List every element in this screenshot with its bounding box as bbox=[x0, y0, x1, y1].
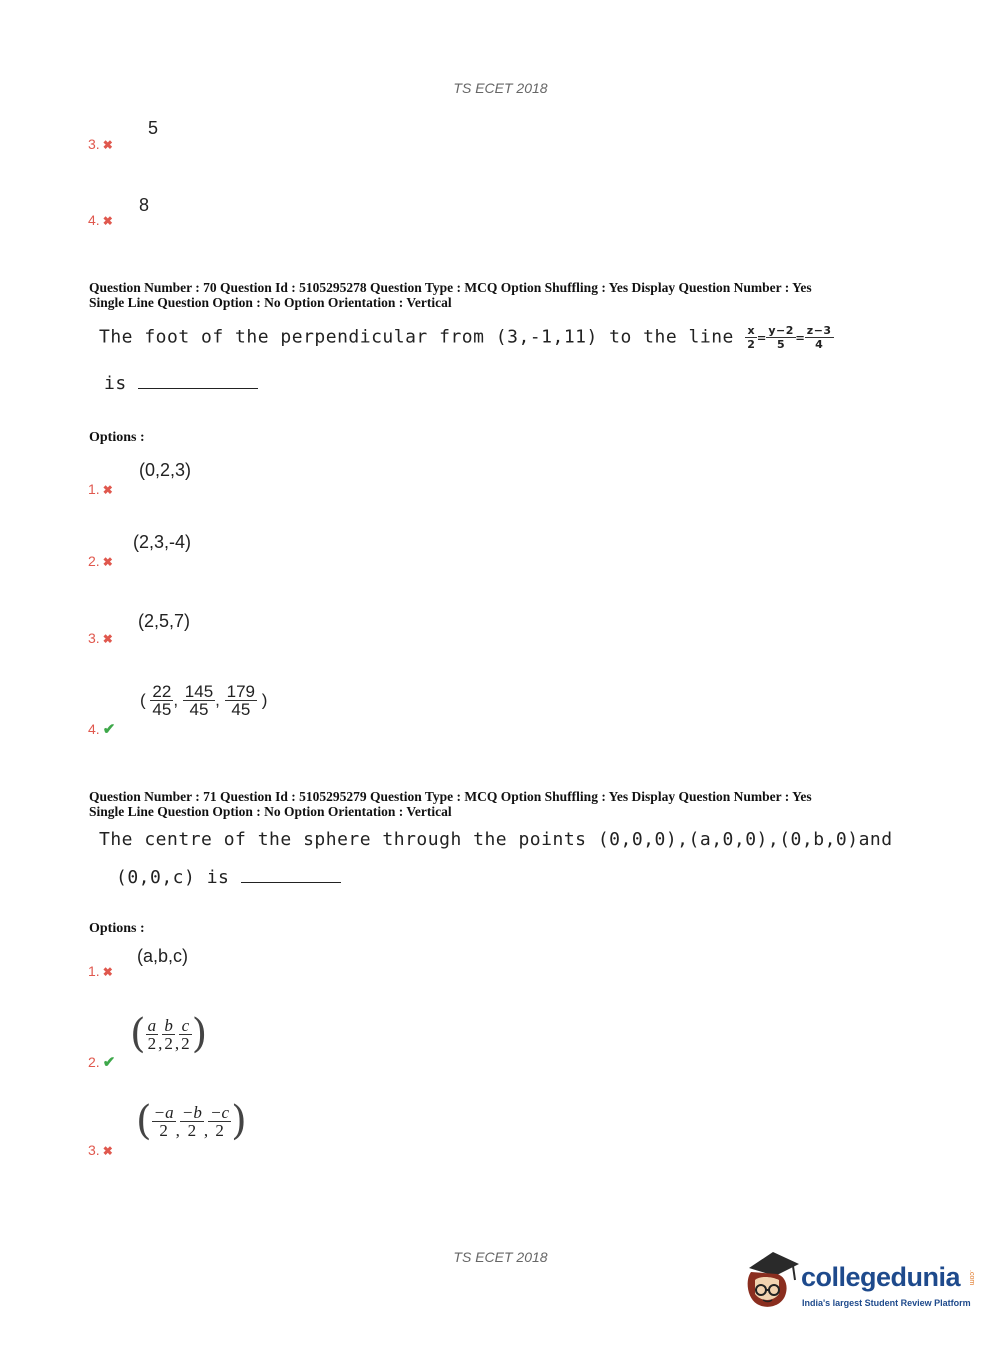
q70-option-1-text: (0,2,3) bbox=[139, 460, 192, 480]
cross-icon: ✖ bbox=[102, 214, 113, 228]
q70-eq-sign: = bbox=[795, 330, 805, 347]
option-number: 3. bbox=[88, 630, 100, 646]
cross-icon: ✖ bbox=[102, 138, 113, 152]
q70-text-part2: is bbox=[104, 373, 127, 394]
cross-icon: ✖ bbox=[102, 632, 113, 646]
cross-icon: ✖ bbox=[102, 1144, 113, 1158]
frac-1: $\frac{-a}{2}$ bbox=[153, 1102, 174, 1140]
q71-question-text-line2 bbox=[116, 866, 341, 888]
option-number: 1. bbox=[88, 963, 100, 979]
cross-icon: ✖ bbox=[102, 555, 113, 569]
frac-2: $\frac{b}{2}$ bbox=[164, 1015, 173, 1053]
q70-meta-line1: Question Number : 70 Question Id : 5105295278 Question Type : MCQ Option Shuffling : Yes Display Question Number : Yes bbox=[89, 280, 812, 295]
frac-3: $\frac{-c}{2}$ bbox=[210, 1102, 230, 1140]
cross-icon: ✖ bbox=[102, 965, 113, 979]
logo-name: collegedunia bbox=[801, 1262, 961, 1292]
frac-2: $\frac{-b}{2}$ bbox=[181, 1102, 202, 1140]
q71-option-2-math: ( $\frac{a}{2}$ , $\frac{b}{2}$ , $\frac{c}{2}$ ) bbox=[130, 1011, 208, 1057]
frac-1: $\frac{a}{2}$ bbox=[147, 1015, 157, 1053]
frac-3: $\frac{179}{45}$ bbox=[226, 682, 256, 719]
q70-option-4 bbox=[88, 720, 115, 739]
prev-option-4-text: 8 bbox=[139, 195, 150, 215]
q71-text-line2: (0,0,c) is bbox=[116, 867, 230, 888]
q70-meta-line2: Single Line Question Option : No Option Orientation : Vertical bbox=[89, 295, 452, 310]
option-number: 3. bbox=[88, 1142, 100, 1158]
page-header: TS ECET 2018 bbox=[453, 80, 548, 96]
q70-eq-frac-1: $\frac{x}{2}$ bbox=[747, 324, 756, 351]
q70-option-3 bbox=[88, 630, 113, 648]
collegedunia-logo bbox=[741, 1250, 981, 1320]
frac-2: $\frac{145}{45}$ bbox=[184, 682, 214, 719]
answer-blank bbox=[138, 372, 258, 389]
option-number: 3. bbox=[88, 136, 100, 152]
q71-option-1-text: (a,b,c) bbox=[137, 946, 189, 966]
prev-option-3-text: 5 bbox=[148, 118, 159, 138]
q70-option-1 bbox=[88, 481, 113, 499]
q71-option-2 bbox=[88, 1053, 115, 1072]
q70-text-part1: The foot of the perpendicular from (3,-1,11) to the line bbox=[99, 326, 734, 348]
q71-meta bbox=[89, 789, 969, 819]
prev-option-4 bbox=[88, 212, 113, 230]
q71-option-3-math: ( $\frac{-a}{2}$ , $\frac{-b}{2}$ , $\frac{-c}{2}$ ) bbox=[136, 1098, 247, 1144]
option-number: 1. bbox=[88, 481, 100, 497]
check-icon: ✔ bbox=[102, 722, 116, 738]
frac-3: $\frac{c}{2}$ bbox=[181, 1015, 190, 1053]
answer-blank bbox=[241, 866, 341, 883]
logo-tagline: India's largest Student Review Platform bbox=[802, 1298, 971, 1308]
q70-eq-frac-3: $\frac{z-3}{4}$ bbox=[806, 324, 832, 351]
q71-meta-line2: Single Line Question Option : No Option Orientation : Vertical bbox=[89, 804, 452, 819]
check-icon: ✔ bbox=[102, 1055, 116, 1071]
q70-eq-sign: = bbox=[757, 330, 767, 347]
q71-meta-line1: Question Number : 71 Question Id : 5105295279 Question Type : MCQ Option Shuffling : Yes Display Question Number : Yes bbox=[89, 789, 812, 804]
prev-option-3 bbox=[88, 136, 113, 154]
cross-icon: ✖ bbox=[102, 483, 113, 497]
option-number: 2. bbox=[88, 1054, 100, 1070]
option-number: 4. bbox=[88, 721, 100, 737]
q70-option-4-math: ( $\frac{22}{45}$ , $\frac{145}{45}$ , $\frac{179}{45}$ ) bbox=[140, 682, 268, 719]
option-number: 4. bbox=[88, 212, 100, 228]
q70-question-text bbox=[99, 324, 834, 351]
q71-options-label: Options : bbox=[89, 921, 145, 936]
frac-1: $\frac{22}{45}$ bbox=[152, 682, 172, 719]
page-footer: TS ECET 2018 bbox=[453, 1249, 548, 1265]
mascot-icon bbox=[741, 1250, 801, 1316]
q70-options-label: Options : bbox=[89, 430, 145, 445]
logo-suffix: .com bbox=[968, 1270, 975, 1286]
q71-question-text-line1: The centre of the sphere through the points (0,0,0),(a,0,0),(0,b,0)and bbox=[99, 829, 893, 850]
q70-option-3-text: (2,5,7) bbox=[138, 611, 191, 631]
q70-question-text-line2 bbox=[104, 372, 258, 394]
q70-option-2 bbox=[88, 553, 113, 571]
q70-meta bbox=[89, 280, 969, 310]
q70-option-2-text: (2,3,-4) bbox=[133, 532, 192, 552]
q71-option-1 bbox=[88, 963, 113, 981]
q70-eq-frac-2: $\frac{y-2}{5}$ bbox=[768, 324, 794, 351]
q71-option-3 bbox=[88, 1142, 113, 1160]
option-number: 2. bbox=[88, 553, 100, 569]
